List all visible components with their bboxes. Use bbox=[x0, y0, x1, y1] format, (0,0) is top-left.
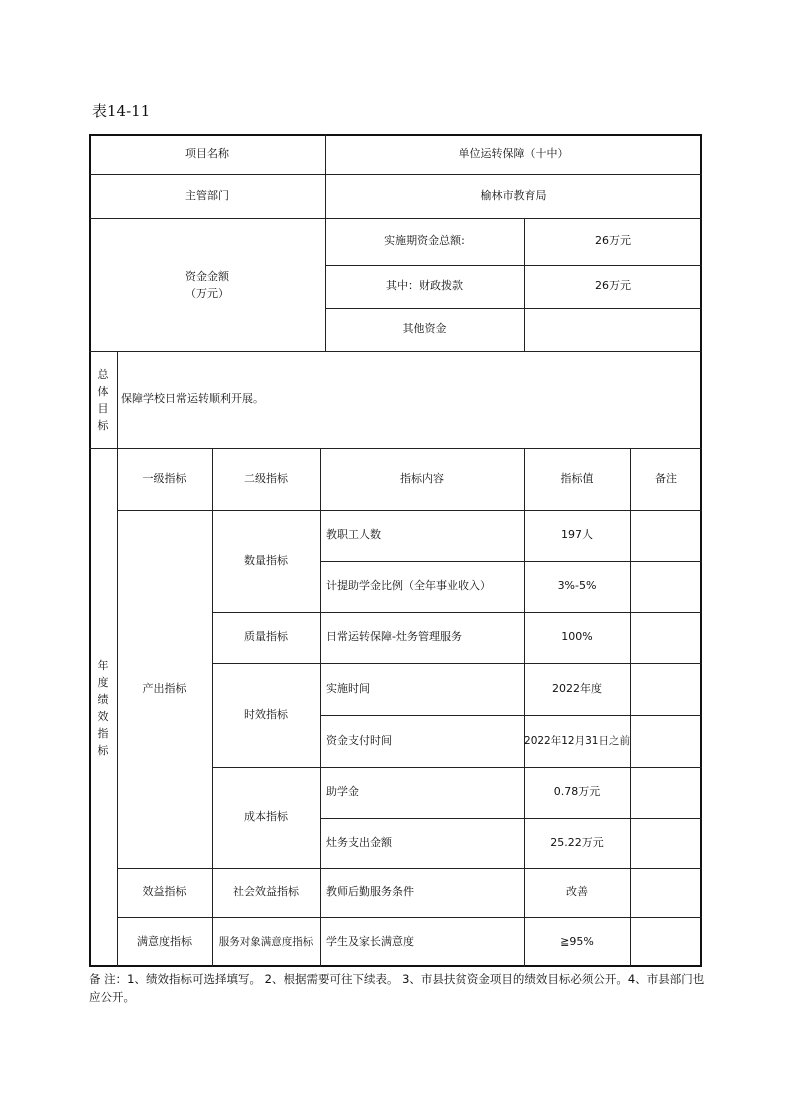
cost-value-2: 25.22万元 bbox=[550, 835, 604, 849]
annual-char: 效 bbox=[97, 709, 109, 723]
funds-total-label: 实施期资金总额: bbox=[384, 234, 465, 248]
funds-label bbox=[89, 218, 325, 351]
department-value: 榆林市教育局 bbox=[480, 188, 547, 202]
header-remark: 备注 bbox=[655, 471, 677, 485]
timeliness-content-2: 资金支付时间 bbox=[326, 733, 392, 747]
quantity-value-1: 197人 bbox=[561, 528, 593, 542]
service-satisfaction-label: 服务对象满意度指标 bbox=[218, 935, 314, 948]
footnote: 备 注：1、绩效指标可选择填写。 2、根据需要可往下续表。 3、市县扶贫资金项目的绩效目标必须公开。4、市县部门也应公开。 bbox=[89, 972, 705, 1004]
table-number: 表14-11 bbox=[92, 102, 151, 120]
goal-char: 标 bbox=[97, 418, 109, 432]
quantity-content-1: 教职工人数 bbox=[326, 528, 381, 542]
cost-indicator-label: 成本指标 bbox=[244, 810, 288, 824]
funds-total-value: 26万元 bbox=[595, 234, 631, 248]
satisfaction-indicator-label: 满意度指标 bbox=[137, 934, 192, 948]
project-name-value: 单位运转保障（十中） bbox=[458, 146, 569, 160]
service-satisfaction-value: ≧95% bbox=[560, 934, 594, 948]
social-benefit-label: 社会效益指标 bbox=[233, 885, 299, 899]
header-content: 指标内容 bbox=[400, 471, 444, 485]
quality-value: 100% bbox=[561, 630, 593, 644]
header-level2: 二级指标 bbox=[244, 471, 288, 485]
funds-other-label: 其他资金 bbox=[402, 322, 447, 336]
header-level1: 一级指标 bbox=[142, 471, 187, 485]
quality-content: 日常运转保障-灶务管理服务 bbox=[326, 630, 462, 644]
overall-goal-text: 保障学校日常运转顺利开展。 bbox=[121, 392, 264, 406]
annual-char: 绩 bbox=[97, 692, 109, 706]
cost-value-1: 0.78万元 bbox=[553, 785, 601, 799]
quantity-content-2: 计提助学金比例（全年事业收入） bbox=[326, 579, 491, 593]
annual-char: 指 bbox=[97, 726, 109, 740]
timeliness-value-2: 2022年12月31日之前 bbox=[524, 734, 630, 747]
funds-fiscal-label: 其中：财政拨款 bbox=[386, 279, 463, 293]
goal-char: 总 bbox=[97, 367, 109, 381]
cost-content-2: 灶务支出金额 bbox=[326, 835, 392, 849]
cost-content-1: 助学金 bbox=[326, 785, 359, 799]
service-satisfaction-content: 学生及家长满意度 bbox=[326, 934, 414, 948]
social-benefit-content: 教师后勤服务条件 bbox=[326, 885, 414, 899]
overall-goal-label bbox=[89, 351, 117, 448]
annual-indicator-label bbox=[89, 448, 117, 967]
quantity-indicator-label: 数量指标 bbox=[244, 553, 288, 567]
funds-label-line2: （万元） bbox=[185, 286, 229, 300]
annual-char: 年 bbox=[97, 658, 109, 672]
annual-char: 度 bbox=[97, 675, 109, 689]
quality-indicator-label: 质量指标 bbox=[244, 630, 288, 644]
department-label: 主管部门 bbox=[185, 188, 229, 202]
benefit-indicator-label: 效益指标 bbox=[142, 885, 187, 899]
funds-fiscal-value: 26万元 bbox=[595, 279, 631, 293]
funds-label-line1: 资金金额 bbox=[185, 269, 229, 283]
goal-char: 体 bbox=[97, 384, 109, 398]
col-divider bbox=[630, 448, 631, 967]
goal-char: 目 bbox=[97, 401, 109, 415]
header-value: 指标值 bbox=[560, 471, 594, 485]
social-benefit-value: 改善 bbox=[566, 885, 588, 899]
annual-char: 标 bbox=[97, 743, 109, 757]
quantity-value-2: 3%-5% bbox=[557, 579, 597, 593]
timeliness-content-1: 实施时间 bbox=[326, 681, 370, 695]
timeliness-value-1: 2022年度 bbox=[552, 681, 602, 695]
timeliness-indicator-label: 时效指标 bbox=[244, 707, 288, 721]
project-name-label: 项目名称 bbox=[185, 146, 229, 160]
funds-other-value bbox=[524, 308, 702, 351]
output-indicator-label: 产出指标 bbox=[142, 681, 187, 695]
